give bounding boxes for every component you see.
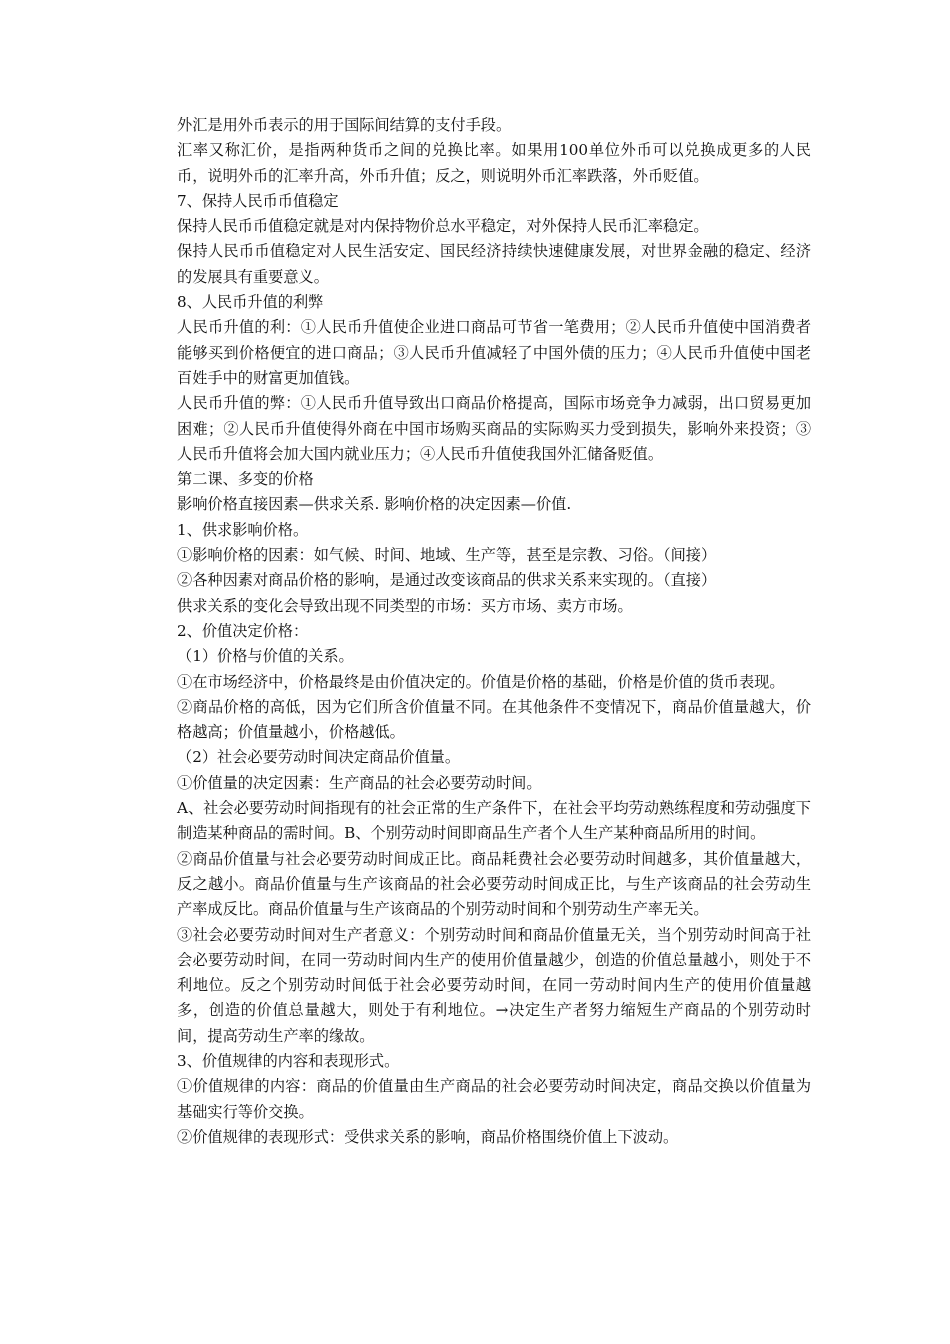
paragraph-price-factors: 影响价格直接因素—供求关系. 影响价格的决定因素—价值. bbox=[177, 495, 572, 514]
paragraph-appreciation-drawbacks: 人民币升值的弊：①人民币升值导致出口商品价格提高，国际市场竞争力减弱，出口贸易更加困难；②人民币升值使得外商在中国市场购买商品的实际购买力受到损失，影响外来投资；③人民币升值将会加大国内就业压力；④人民币升值使我国外汇储备贬值。 bbox=[177, 394, 811, 463]
paragraph-value-determinant: ①价值量的决定因素：生产商品的社会必要劳动时间。 bbox=[177, 773, 542, 792]
paragraph-factors-direct: ②各种因素对商品价格的影响，是通过改变该商品的供求关系来实现的。（直接） bbox=[177, 571, 717, 590]
heading-value-determines-price: 2、价值决定价格： bbox=[177, 621, 309, 640]
heading-lesson-2: 第二课、多变的价格 bbox=[177, 470, 314, 489]
subheading-labor-time: （2）社会必要劳动时间决定商品价值量。 bbox=[177, 748, 461, 767]
paragraph-producer-significance: ③社会必要劳动时间对生产者意义：个别劳动时间和商品价值量无关，当个别劳动时间高于社会必要劳动时间，在同一劳动时间内生产的使用价值量越少，创造的价值总量越小，则处于不利地位。反之个别劳动时间低于社会必要劳动时间，在同一劳动时间内生产的使用价值量越多，创造的价值总量越大，则处于有利地位。→决定生产者努力缩短生产商品的个别劳动时间，提高劳动生产率的缘故。 bbox=[177, 925, 811, 1045]
paragraph-appreciation-benefits: 人民币升值的利：①人民币升值使企业进口商品可节省一笔费用；②人民币升值使中国消费者能够买到价格便宜的进口商品；③人民币升值减轻了中国外债的压力；④人民币升值使中国老百姓手中的财富更加值钱。 bbox=[177, 318, 811, 387]
paragraph-value-proportion: ②商品价值量与社会必要劳动时间成正比。商品耗费社会必要劳动时间越多，其价值量越大，反之越小。商品价值量与生产该商品的社会必要劳动时间成正比，与生产该商品的社会劳动生产率成反比。商品价值量与生产该商品的个别劳动时间和个别劳动生产率无关。 bbox=[177, 849, 811, 919]
heading-supply-demand: 1、供求影响价格。 bbox=[177, 520, 309, 539]
subheading-price-value-relation: （1）价格与价值的关系。 bbox=[177, 647, 354, 666]
paragraph-price-level: ②商品价格的高低，因为它们所含价值量不同。在其他条件不变情况下，商品价值量越大，价格越高；价值量越小，价格越低。 bbox=[177, 697, 811, 742]
document-body bbox=[177, 113, 811, 1150]
heading-section-7: 7、保持人民币币值稳定 bbox=[177, 191, 339, 210]
heading-section-8: 8、人民币升值的利弊 bbox=[177, 293, 324, 312]
paragraph-exchange-rate: 汇率又称汇价，是指两种货币之间的兑换比率。如果用100单位外币可以兑换成更多的人民币，说明外币的汇率升高，外币升值；反之，则说明外币汇率跌落，外币贬值。 bbox=[177, 141, 811, 185]
paragraph-value-law-form: ②价值规律的表现形式：受供求关系的影响，商品价格围绕价值上下波动。 bbox=[177, 1127, 679, 1146]
paragraph-labor-time-definitions: A、社会必要劳动时间指现有的社会正常的生产条件下，在社会平均劳动熟练程度和劳动强度下制造某种商品的需时间。B、个别劳动时间即商品生产者个人生产某种商品所用的时间。 bbox=[177, 799, 811, 843]
paragraph-value-law-content: ①价值规律的内容：商品的价值量由生产商品的社会必要劳动时间决定，商品交换以价值量为基础实行等价交换。 bbox=[177, 1077, 811, 1121]
paragraph-stability-significance: 保持人民币币值稳定对人民生活安定、国民经济持续快速健康发展，对世界金融的稳定、经济的发展具有重要意义。 bbox=[177, 242, 811, 286]
paragraph-factors-indirect: ①影响价格的因素：如气候、时间、地域、生产等，甚至是宗教、习俗。（间接） bbox=[177, 546, 717, 565]
paragraph-forex-definition: 外汇是用外币表示的用于国际间结算的支付手段。 bbox=[177, 116, 512, 134]
paragraph-market-types: 供求关系的变化会导致出现不同类型的市场：买方市场、卖方市场。 bbox=[177, 596, 633, 615]
paragraph-stability-meaning: 保持人民币币值稳定就是对内保持物价总水平稳定，对外保持人民币汇率稳定。 bbox=[177, 217, 709, 236]
paragraph-value-basis: ①在市场经济中，价格最终是由价值决定的。价值是价格的基础，价格是价值的货币表现。 bbox=[177, 672, 785, 691]
heading-value-law: 3、价值规律的内容和表现形式。 bbox=[177, 1051, 400, 1070]
